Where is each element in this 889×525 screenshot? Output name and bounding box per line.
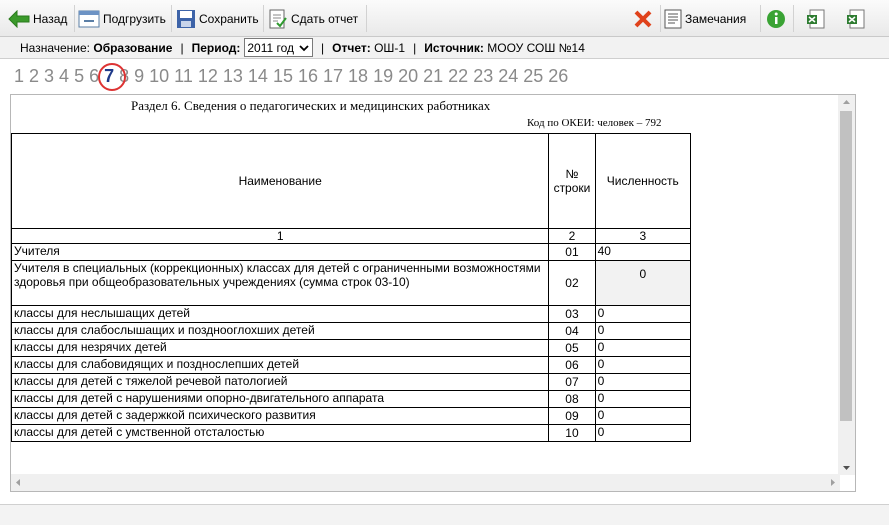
excel-alt-icon bbox=[846, 9, 866, 29]
divider: | bbox=[321, 40, 325, 55]
row-name: Учителя bbox=[12, 244, 549, 261]
period-select[interactable] bbox=[244, 38, 313, 57]
page-link[interactable]: 23 bbox=[473, 66, 494, 86]
page-link[interactable]: 9 bbox=[134, 66, 145, 86]
back-arrow-icon bbox=[8, 10, 30, 28]
page-link[interactable]: 15 bbox=[272, 66, 293, 86]
table-header-row bbox=[12, 134, 691, 229]
info-button[interactable] bbox=[766, 5, 794, 32]
page-link[interactable]: 7 bbox=[104, 66, 115, 86]
row-code: 02 bbox=[549, 261, 595, 306]
remarks-icon bbox=[664, 9, 682, 29]
report-frame bbox=[10, 94, 856, 492]
section-title: Раздел 6. Сведения о педагогических и медицинских работниках bbox=[131, 98, 491, 113]
header-name: Наименование bbox=[12, 134, 549, 229]
status-bar bbox=[0, 504, 889, 525]
page-link[interactable]: 4 bbox=[59, 66, 70, 86]
page-link[interactable]: 21 bbox=[423, 66, 444, 86]
page-link[interactable]: 10 bbox=[149, 66, 170, 86]
row-code: 01 bbox=[549, 244, 595, 261]
vertical-scrollbar[interactable] bbox=[838, 95, 855, 475]
row-value-cell[interactable]: 0 bbox=[595, 323, 690, 340]
table-row bbox=[12, 244, 691, 261]
table-row bbox=[12, 391, 691, 408]
row-name: классы для незрячих детей bbox=[12, 340, 549, 357]
divider: | bbox=[413, 40, 417, 55]
row-name: Учителя в специальных (коррекционных) классах для детей с ограниченными возможностями здоровья при общеобразовательных учреждениях (сумма строк 03-10) bbox=[12, 261, 549, 306]
row-name: классы для неслышащих детей bbox=[12, 306, 549, 323]
save-icon bbox=[176, 9, 196, 29]
page-link[interactable]: 6 bbox=[89, 66, 100, 86]
row-value-cell[interactable]: 0 bbox=[595, 340, 690, 357]
row-value-cell[interactable]: 0 bbox=[595, 408, 690, 425]
header-row-number: № строки bbox=[549, 134, 595, 229]
report-value: ОШ-1 bbox=[374, 40, 406, 55]
divider: | bbox=[180, 40, 184, 55]
page-link[interactable]: 19 bbox=[373, 66, 394, 86]
back-label: Назад bbox=[33, 11, 68, 26]
info-icon bbox=[766, 9, 786, 29]
page-link[interactable]: 18 bbox=[348, 66, 369, 86]
close-x-icon bbox=[633, 9, 653, 29]
row-name: классы для детей с задержкой психического развития bbox=[12, 408, 549, 425]
purpose-value: Образование bbox=[93, 40, 173, 55]
scroll-left-icon[interactable] bbox=[11, 474, 25, 491]
row-name: классы для слабовидящих и позднослепших детей bbox=[12, 357, 549, 374]
row-code: 09 bbox=[549, 408, 595, 425]
table-row bbox=[12, 261, 691, 306]
row-code: 05 bbox=[549, 340, 595, 357]
page-link[interactable]: 24 bbox=[498, 66, 519, 86]
page-link[interactable]: 13 bbox=[222, 66, 243, 86]
page-link[interactable]: 1 bbox=[14, 66, 25, 86]
scroll-up-icon[interactable] bbox=[838, 95, 855, 109]
page-link[interactable]: 14 bbox=[247, 66, 268, 86]
page-link[interactable]: 5 bbox=[74, 66, 85, 86]
page-link[interactable]: 11 bbox=[174, 66, 193, 86]
submit-report-button[interactable] bbox=[268, 5, 367, 32]
column-number-row bbox=[12, 229, 691, 244]
table-row bbox=[12, 408, 691, 425]
page-link[interactable]: 3 bbox=[44, 66, 55, 86]
export-excel-button[interactable] bbox=[806, 5, 834, 32]
row-code: 03 bbox=[549, 306, 595, 323]
page-link[interactable]: 25 bbox=[523, 66, 544, 86]
row-name: классы для слабослышащих и позднооглохших детей bbox=[12, 323, 549, 340]
submit-report-icon bbox=[268, 9, 288, 29]
horizontal-scrollbar[interactable] bbox=[11, 474, 840, 491]
page-navigation bbox=[14, 66, 573, 90]
row-value-cell[interactable]: 0 bbox=[595, 374, 690, 391]
row-code: 10 bbox=[549, 425, 595, 442]
row-code: 04 bbox=[549, 323, 595, 340]
scroll-down-icon[interactable] bbox=[838, 461, 855, 475]
row-value-cell[interactable]: 40 bbox=[595, 244, 690, 261]
remarks-label: Замечания bbox=[685, 11, 747, 26]
page-link[interactable]: 8 bbox=[119, 66, 130, 86]
column-number: 1 bbox=[12, 229, 549, 244]
back-button[interactable] bbox=[8, 5, 75, 32]
row-value-cell[interactable]: 0 bbox=[595, 425, 690, 442]
scroll-thumb[interactable] bbox=[840, 111, 852, 421]
save-label: Сохранить bbox=[199, 11, 259, 26]
table-row bbox=[12, 357, 691, 374]
row-value-cell: 0 bbox=[595, 261, 690, 306]
page-link[interactable]: 20 bbox=[398, 66, 419, 86]
table-row bbox=[12, 306, 691, 323]
upload-label: Подгрузить bbox=[103, 11, 166, 26]
page-link[interactable]: 16 bbox=[297, 66, 319, 86]
upload-button[interactable] bbox=[78, 5, 172, 32]
scroll-right-icon[interactable] bbox=[826, 474, 840, 491]
row-value-cell[interactable]: 0 bbox=[595, 306, 690, 323]
info-bar bbox=[0, 37, 889, 59]
row-name: классы для детей с умственной отсталостью bbox=[12, 425, 549, 442]
source-label: Источник: bbox=[424, 40, 484, 55]
table-row bbox=[12, 374, 691, 391]
period-label: Период: bbox=[191, 40, 241, 55]
okei-code: Код по ОКЕИ: человек – 792 bbox=[527, 117, 662, 129]
source-value: МООУ СОШ №14 bbox=[487, 40, 585, 55]
period-value: 2011 год bbox=[247, 40, 295, 55]
header-count: Численность bbox=[595, 134, 690, 229]
row-name: классы для детей с тяжелой речевой патологией bbox=[12, 374, 549, 391]
purpose-label: Назначение: bbox=[20, 40, 91, 55]
page-link[interactable]: 12 bbox=[197, 66, 218, 86]
row-value-cell[interactable]: 0 bbox=[595, 357, 690, 374]
column-number: 3 bbox=[595, 229, 690, 244]
table-row bbox=[12, 340, 691, 357]
remarks-button[interactable] bbox=[664, 5, 761, 32]
page-link[interactable]: 2 bbox=[29, 66, 40, 86]
excel-icon bbox=[806, 9, 826, 29]
report-table bbox=[11, 133, 691, 442]
page-link[interactable]: 17 bbox=[323, 66, 344, 86]
toolbar bbox=[0, 0, 889, 37]
table-row bbox=[12, 425, 691, 442]
column-number: 2 bbox=[549, 229, 595, 244]
page-link[interactable]: 22 bbox=[448, 66, 469, 86]
table-row bbox=[12, 323, 691, 340]
chevron-down-icon bbox=[298, 43, 310, 53]
report-label: Отчет: bbox=[332, 40, 371, 55]
delete-button[interactable] bbox=[633, 5, 661, 32]
row-code: 07 bbox=[549, 374, 595, 391]
save-button[interactable] bbox=[176, 5, 264, 32]
row-name: классы для детей с нарушениями опорно-двигательного аппарата bbox=[12, 391, 549, 408]
row-value-cell[interactable]: 0 bbox=[595, 391, 690, 408]
page-link[interactable]: 26 bbox=[548, 66, 569, 86]
upload-icon bbox=[78, 9, 100, 29]
export-excel-alt-button[interactable] bbox=[846, 5, 874, 32]
row-code: 08 bbox=[549, 391, 595, 408]
submit-report-label: Сдать отчет bbox=[291, 11, 359, 26]
row-code: 06 bbox=[549, 357, 595, 374]
